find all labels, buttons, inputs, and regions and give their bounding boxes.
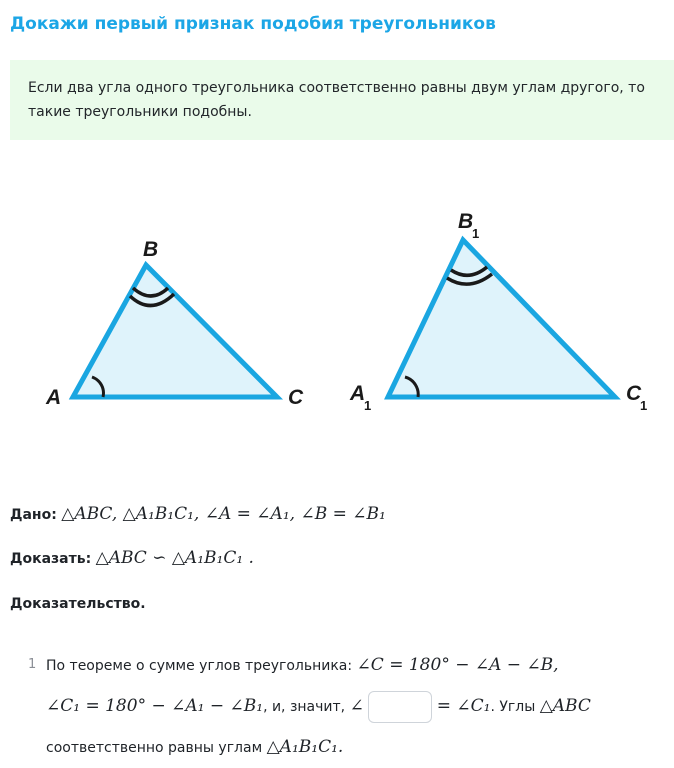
triangle-a1b1c1: [388, 240, 615, 397]
proof-step-1: [28, 645, 668, 768]
step1-math-4: = ∠C₁: [436, 696, 491, 716]
step1-text-1: По теореме о сумме углов треугольника:: [46, 658, 357, 674]
vertex-c-label: C: [288, 386, 304, 409]
given-line: [10, 504, 386, 524]
step1-math-1: ∠C = 180° − ∠A − ∠B,: [356, 655, 559, 675]
step1-math-2: ∠C₁ = 180° − ∠A₁ − ∠B₁: [46, 696, 264, 716]
vertex-b1-label: B: [458, 210, 474, 233]
given-label: Дано:: [10, 507, 57, 523]
theorem-box: [10, 60, 674, 140]
step1-math-5: △ABC: [539, 696, 591, 716]
step1-math-3: ∠: [349, 696, 364, 716]
vertex-a1-label: A: [350, 382, 366, 405]
step1-text-3: . Углы: [490, 699, 540, 715]
page-title: Докажи первый признак подобия треугольников: [10, 14, 496, 34]
triangles-figure: [0, 200, 674, 430]
step1-text-4: соответственно равны углам: [46, 740, 267, 756]
theorem-text: Если два угла одного треугольника соответственно равны двум углам другого, то такие треугольники подобны.: [28, 80, 645, 120]
step-number: 1: [28, 657, 37, 672]
prove-math: △ABC ∽ △A₁B₁C₁ .: [95, 548, 254, 568]
step1-math-6: △A₁B₁C₁.: [266, 737, 344, 757]
vertex-c1-subscript: 1: [640, 398, 648, 413]
vertex-a1-subscript: 1: [364, 398, 372, 413]
angle-answer-input[interactable]: [368, 691, 432, 723]
step1-text-2: , и, значит,: [263, 699, 350, 715]
triangle-abc: [73, 265, 277, 397]
vertex-c1-label: C: [626, 382, 642, 405]
vertex-b1-subscript: 1: [472, 226, 480, 241]
prove-line: [10, 548, 254, 568]
given-math: △ABC, △A₁B₁C₁, ∠A = ∠A₁, ∠B = ∠B₁: [61, 504, 386, 524]
proof-heading: Доказательство.: [10, 596, 146, 612]
vertex-b-label: B: [143, 238, 159, 261]
prove-label: Доказать:: [10, 551, 92, 567]
vertex-a-label: A: [46, 386, 62, 409]
